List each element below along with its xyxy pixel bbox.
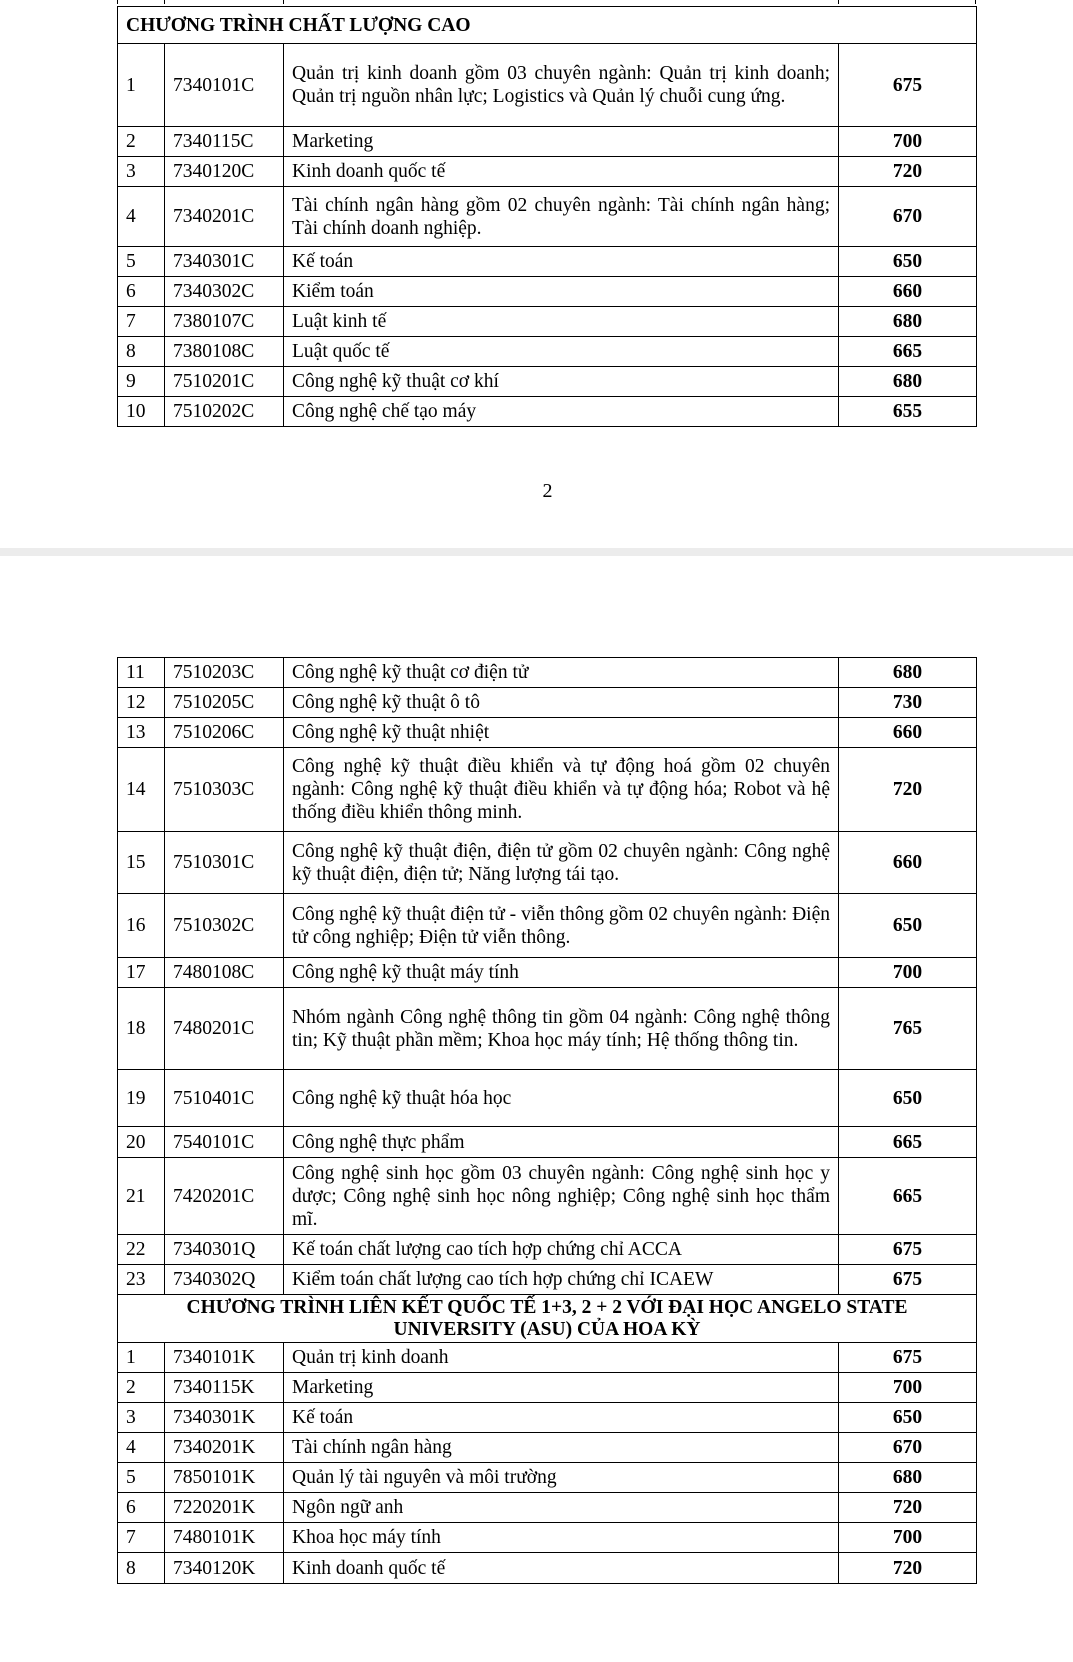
program-name: Quản trị kinh doanh (284, 1343, 839, 1373)
program-name: Quản trị kinh doanh gồm 03 chuyên ngành: Quản trị kinh doanh; Quản trị nguồn nhân lực; Logistics và Quản lý chuỗi cung ứng. (284, 44, 839, 127)
row-number: 1 (118, 1343, 165, 1373)
table-row (118, 894, 977, 958)
program-code: 7510301C (165, 832, 284, 894)
program-code: 7510201C (165, 367, 284, 397)
row-number: 6 (118, 1493, 165, 1523)
program-code: 7480201C (165, 988, 284, 1070)
program-code: 7380108C (165, 337, 284, 367)
table-row (118, 658, 977, 688)
table-row (118, 1553, 977, 1584)
table-row (118, 988, 977, 1070)
score: 655 (839, 397, 977, 427)
score: 700 (839, 127, 977, 157)
score: 650 (839, 894, 977, 958)
table-row (118, 277, 977, 307)
program-name: Kinh doanh quốc tế (284, 1553, 839, 1584)
row-number: 2 (118, 127, 165, 157)
score: 700 (839, 1373, 977, 1403)
row-number: 17 (118, 958, 165, 988)
table-row (118, 1403, 977, 1433)
program-name: Công nghệ kỹ thuật điện, điện tử gồm 02 chuyên ngành: Công nghệ kỹ thuật điện, điện tử; Năng lượng tái tạo. (284, 832, 839, 894)
score: 680 (839, 307, 977, 337)
row-number: 9 (118, 367, 165, 397)
program-name: Công nghệ kỹ thuật ô tô (284, 688, 839, 718)
program-name: Luật kinh tế (284, 307, 839, 337)
program-name: Kiểm toán (284, 277, 839, 307)
score: 700 (839, 1523, 977, 1553)
program-name: Marketing (284, 127, 839, 157)
section-header-row-2 (118, 1295, 977, 1343)
row-number: 7 (118, 307, 165, 337)
program-code: 7850101K (165, 1463, 284, 1493)
row-number: 10 (118, 397, 165, 427)
score: 720 (839, 157, 977, 187)
table-row (118, 247, 977, 277)
row-number: 8 (118, 337, 165, 367)
row-number: 18 (118, 988, 165, 1070)
row-number: 4 (118, 1433, 165, 1463)
score: 675 (839, 1235, 977, 1265)
program-name: Công nghệ kỹ thuật cơ khí (284, 367, 839, 397)
table-row (118, 367, 977, 397)
program-name: Nhóm ngành Công nghệ thông tin gồm 04 ngành: Công nghệ thông tin; Kỹ thuật phần mềm; Khoa học máy tính; Hệ thống thông tin. (284, 988, 839, 1070)
table-row (118, 1235, 977, 1265)
row-number: 22 (118, 1235, 165, 1265)
program-code: 7340302C (165, 277, 284, 307)
previous-table-edge (117, 0, 976, 4)
table-row (118, 1265, 977, 1295)
program-code: 7340120K (165, 1553, 284, 1584)
table-row (118, 688, 977, 718)
program-code: 7510302C (165, 894, 284, 958)
score: 665 (839, 1158, 977, 1235)
program-name: Công nghệ kỹ thuật hóa học (284, 1070, 839, 1127)
document-page-1 (0, 0, 1073, 548)
score: 675 (839, 1343, 977, 1373)
row-number: 4 (118, 187, 165, 247)
program-code: 7220201K (165, 1493, 284, 1523)
row-number: 7 (118, 1523, 165, 1553)
table-row (118, 1433, 977, 1463)
program-code: 7340201C (165, 187, 284, 247)
program-name: Kinh doanh quốc tế (284, 157, 839, 187)
program-name: Tài chính ngân hàng gồm 02 chuyên ngành: Tài chính ngân hàng; Tài chính doanh nghiệp. (284, 187, 839, 247)
program-code: 7340301K (165, 1403, 284, 1433)
table-row (118, 337, 977, 367)
program-code: 7340101K (165, 1343, 284, 1373)
score: 720 (839, 1493, 977, 1523)
program-code: 7340301C (165, 247, 284, 277)
row-number: 3 (118, 157, 165, 187)
program-name: Kiểm toán chất lượng cao tích hợp chứng chỉ ICAEW (284, 1265, 839, 1295)
program-name: Khoa học máy tính (284, 1523, 839, 1553)
row-number: 8 (118, 1553, 165, 1584)
table-row (118, 1127, 977, 1158)
table-row (118, 1343, 977, 1373)
table-row (118, 1070, 977, 1127)
program-code: 7510202C (165, 397, 284, 427)
table-row (118, 1463, 977, 1493)
table-row (118, 157, 977, 187)
score: 720 (839, 1553, 977, 1584)
row-number: 11 (118, 658, 165, 688)
section2-title: CHƯƠNG TRÌNH LIÊN KẾT QUỐC TẾ 1+3, 2 + 2 VỚI ĐẠI HỌC ANGELO STATE UNIVERSITY (ASU) CỦA HOA KỲ (118, 1295, 977, 1343)
program-name: Công nghệ kỹ thuật máy tính (284, 958, 839, 988)
section-header-row (118, 7, 977, 44)
program-code: 7540101C (165, 1127, 284, 1158)
program-name: Tài chính ngân hàng (284, 1433, 839, 1463)
score: 650 (839, 1070, 977, 1127)
row-number: 2 (118, 1373, 165, 1403)
row-number: 14 (118, 748, 165, 832)
program-name: Công nghệ chế tạo máy (284, 397, 839, 427)
row-number: 20 (118, 1127, 165, 1158)
table-row (118, 1373, 977, 1403)
program-code: 7340115K (165, 1373, 284, 1403)
row-number: 15 (118, 832, 165, 894)
row-number: 5 (118, 1463, 165, 1493)
program-code: 7340201K (165, 1433, 284, 1463)
program-name: Kế toán (284, 1403, 839, 1433)
program-name: Quản lý tài nguyên và môi trường (284, 1463, 839, 1493)
row-number: 6 (118, 277, 165, 307)
program-name: Ngôn ngữ anh (284, 1493, 839, 1523)
program-name: Luật quốc tế (284, 337, 839, 367)
score: 675 (839, 44, 977, 127)
page-separator (0, 548, 1073, 556)
table-row (118, 718, 977, 748)
program-code: 7340301Q (165, 1235, 284, 1265)
program-code: 7420201C (165, 1158, 284, 1235)
score: 675 (839, 1265, 977, 1295)
program-code: 7340120C (165, 157, 284, 187)
score: 670 (839, 1433, 977, 1463)
row-number: 16 (118, 894, 165, 958)
score: 670 (839, 187, 977, 247)
program-name: Công nghệ thực phẩm (284, 1127, 839, 1158)
score: 680 (839, 367, 977, 397)
score: 660 (839, 718, 977, 748)
table-row (118, 832, 977, 894)
score: 665 (839, 1127, 977, 1158)
program-code: 7340302Q (165, 1265, 284, 1295)
table-row (118, 127, 977, 157)
program-name: Kế toán (284, 247, 839, 277)
score: 650 (839, 1403, 977, 1433)
program-code: 7510205C (165, 688, 284, 718)
row-number: 1 (118, 44, 165, 127)
table-row (118, 187, 977, 247)
row-number: 3 (118, 1403, 165, 1433)
program-name: Công nghệ kỹ thuật nhiệt (284, 718, 839, 748)
program-code: 7510203C (165, 658, 284, 688)
program-code: 7510206C (165, 718, 284, 748)
program-code: 7510401C (165, 1070, 284, 1127)
program-name: Công nghệ kỹ thuật cơ điện tử (284, 658, 839, 688)
table-row (118, 397, 977, 427)
score: 700 (839, 958, 977, 988)
score: 665 (839, 337, 977, 367)
program-code: 7340101C (165, 44, 284, 127)
score: 660 (839, 832, 977, 894)
table-row (118, 44, 977, 127)
score: 720 (839, 748, 977, 832)
score: 680 (839, 658, 977, 688)
score: 765 (839, 988, 977, 1070)
score: 680 (839, 1463, 977, 1493)
row-number: 23 (118, 1265, 165, 1295)
table-row (118, 958, 977, 988)
program-name: Kế toán chất lượng cao tích hợp chứng chỉ ACCA (284, 1235, 839, 1265)
table-row (118, 748, 977, 832)
row-number: 13 (118, 718, 165, 748)
row-number: 21 (118, 1158, 165, 1235)
row-number: 19 (118, 1070, 165, 1127)
program-code: 7380107C (165, 307, 284, 337)
program-name: Marketing (284, 1373, 839, 1403)
admission-scores-table-2 (117, 657, 977, 1584)
program-code: 7510303C (165, 748, 284, 832)
score: 660 (839, 277, 977, 307)
program-name: Công nghệ sinh học gồm 03 chuyên ngành: Công nghệ sinh học y dược; Công nghệ sinh học nông nghiệp; Công nghệ sinh học thẩm mĩ. (284, 1158, 839, 1235)
program-name: Công nghệ kỹ thuật điều khiển và tự động hoá gồm 02 chuyên ngành: Công nghệ kỹ thuật điều khiển và tự động hóa; Robot và hệ thống điều khiển thông minh. (284, 748, 839, 832)
section-title: CHƯƠNG TRÌNH CHẤT LƯỢNG CAO (118, 7, 977, 44)
score: 650 (839, 247, 977, 277)
score: 730 (839, 688, 977, 718)
table-row (118, 1523, 977, 1553)
program-name: Công nghệ kỹ thuật điện tử - viễn thông gồm 02 chuyên ngành: Điện tử công nghiệp; Điện tử viễn thông. (284, 894, 839, 958)
program-code: 7340115C (165, 127, 284, 157)
document-page-2 (0, 556, 1073, 1662)
program-code: 7480101K (165, 1523, 284, 1553)
page-number: 2 (542, 480, 553, 502)
row-number: 12 (118, 688, 165, 718)
row-number: 5 (118, 247, 165, 277)
table-row (118, 1493, 977, 1523)
table-row (118, 1158, 977, 1235)
program-code: 7480108C (165, 958, 284, 988)
table-row (118, 307, 977, 337)
admission-scores-table-1 (117, 6, 977, 427)
